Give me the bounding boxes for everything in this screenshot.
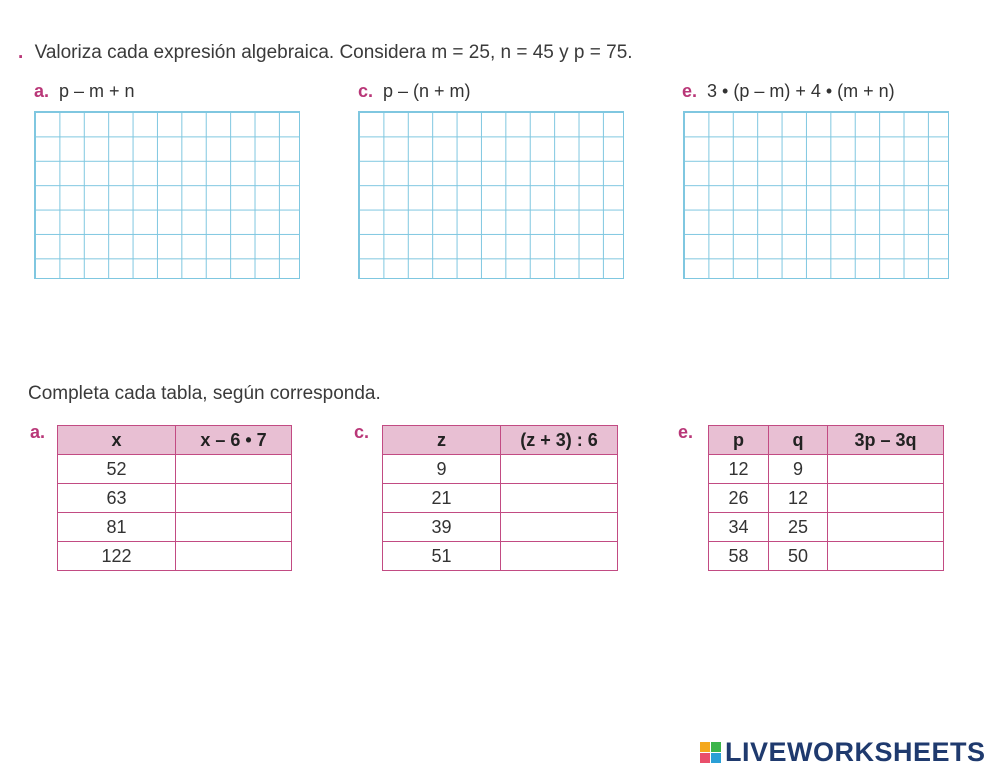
logo-block	[700, 742, 710, 752]
table-cell: 25	[769, 513, 828, 542]
logo-text: LIVEWORKSHEETS	[725, 736, 986, 767]
answer-cell[interactable]	[176, 455, 292, 484]
table-row	[58, 455, 292, 484]
instruction-text-2: Completa cada tabla, según corresponda.	[28, 383, 381, 404]
answer-cell[interactable]	[828, 455, 944, 484]
answer-cell[interactable]	[828, 513, 944, 542]
table-a-header-expr: x – 6 • 7	[176, 426, 292, 455]
table-a-label: a.	[30, 422, 46, 442]
item-a-heading	[34, 81, 135, 102]
answer-cell[interactable]	[501, 484, 618, 513]
table-e-header-q: q	[769, 426, 828, 455]
answer-grid-c[interactable]	[358, 111, 624, 279]
item-e-label: e.	[682, 81, 698, 101]
logo-block	[700, 753, 710, 763]
table-header-row	[709, 426, 944, 455]
item-c-label: c.	[358, 81, 374, 101]
table-row	[709, 513, 944, 542]
answer-cell[interactable]	[828, 484, 944, 513]
table-cell: 63	[58, 484, 176, 513]
table-c-label: c.	[354, 422, 370, 442]
item-c-expression: p – (n + m)	[383, 81, 471, 101]
table-e	[708, 425, 944, 571]
item-e-expression: 3 • (p – m) + 4 • (m + n)	[707, 81, 895, 101]
logo-blocks-icon	[700, 742, 721, 763]
answer-cell[interactable]	[176, 513, 292, 542]
table-cell: 9	[769, 455, 828, 484]
liveworksheets-logo[interactable]	[700, 734, 995, 770]
answer-cell[interactable]	[828, 542, 944, 571]
table-row	[709, 484, 944, 513]
table-cell: 12	[769, 484, 828, 513]
table-row	[58, 484, 292, 513]
logo-block	[711, 742, 721, 752]
instruction-text-1: Valoriza cada expresión algebraica. Considera m = 25, n = 45 y p = 75.	[34, 42, 633, 63]
table-row	[58, 513, 292, 542]
table-cell: 50	[769, 542, 828, 571]
table-cell: 52	[58, 455, 176, 484]
table-cell: 9	[383, 455, 501, 484]
table-row	[709, 542, 944, 571]
table-cell: 39	[383, 513, 501, 542]
table-row	[58, 542, 292, 571]
table-cell: 51	[383, 542, 501, 571]
table-row	[383, 484, 618, 513]
answer-cell[interactable]	[176, 484, 292, 513]
answer-grid-a[interactable]	[34, 111, 300, 279]
answer-cell[interactable]	[501, 513, 618, 542]
table-e-header-expr: 3p – 3q	[828, 426, 944, 455]
table-a	[57, 425, 292, 571]
table-row	[383, 513, 618, 542]
instruction-line-1	[18, 42, 633, 64]
table-cell: 12	[709, 455, 769, 484]
table-e-header-p: p	[709, 426, 769, 455]
table-c-header-expr: (z + 3) : 6	[501, 426, 618, 455]
item-a-expression: p – m + n	[59, 81, 135, 101]
table-cell: 34	[709, 513, 769, 542]
bullet-marker: .	[18, 42, 24, 63]
table-header-row	[58, 426, 292, 455]
item-a-label: a.	[34, 81, 50, 101]
answer-cell[interactable]	[176, 542, 292, 571]
answer-cell[interactable]	[501, 542, 618, 571]
logo-block	[711, 753, 721, 763]
item-c-heading	[358, 81, 471, 102]
table-header-row	[383, 426, 618, 455]
item-e-heading	[682, 81, 895, 102]
table-cell: 26	[709, 484, 769, 513]
table-cell: 21	[383, 484, 501, 513]
table-cell: 122	[58, 542, 176, 571]
answer-cell[interactable]	[501, 455, 618, 484]
table-cell: 81	[58, 513, 176, 542]
table-c	[382, 425, 618, 571]
table-e-label: e.	[678, 422, 694, 442]
table-row	[709, 455, 944, 484]
table-row	[383, 455, 618, 484]
table-c-header-z: z	[383, 426, 501, 455]
answer-grid-e[interactable]	[683, 111, 949, 279]
table-a-header-x: x	[58, 426, 176, 455]
table-cell: 58	[709, 542, 769, 571]
table-row	[383, 542, 618, 571]
